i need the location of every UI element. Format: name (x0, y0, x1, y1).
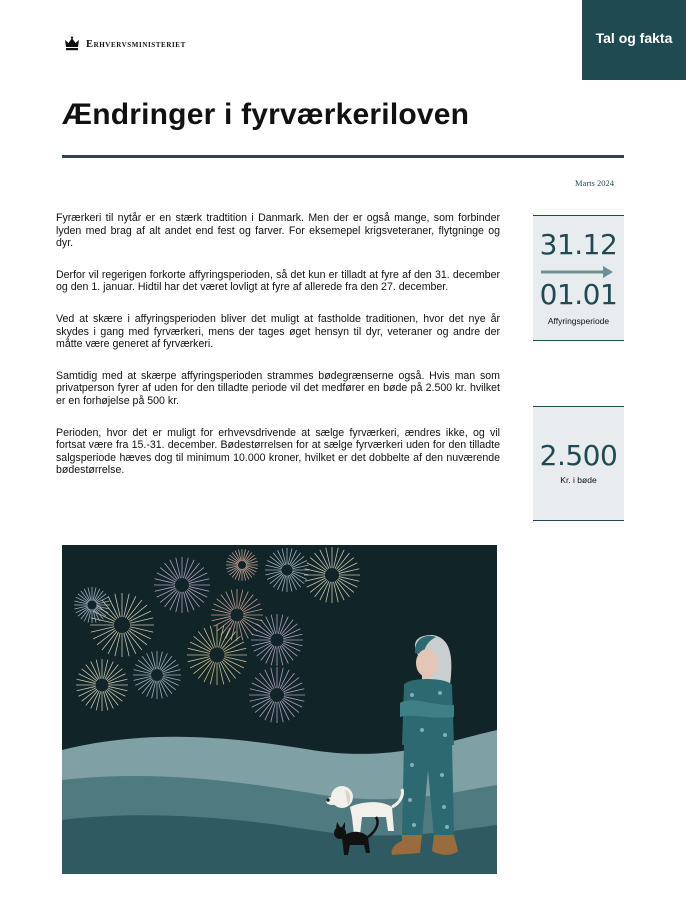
fireworks-illustration (62, 545, 497, 874)
logo-text: Erhvervsministeriet (86, 38, 186, 50)
paragraph: Perioden, hvor det er muligt for erhvevsdrivende at sælge fyrværkeri, ændres ikke, og vil fortsat være fra 15.-31. december. Bødestørrelsen for at sælge fyrværkeri uden for den tilladte salgsperiode hæves dog til minimum 10.000 kroner, hvilket er det dobbelte af den nuværende bødestørrelse. (56, 426, 500, 477)
fact-value-end: 01.01 (539, 278, 618, 311)
tal-og-fakta-tab (582, 0, 686, 80)
tal-og-fakta-label: Tal og fakta (595, 30, 673, 46)
title-divider (62, 155, 624, 158)
fact-caption: Kr. i bøde (560, 475, 597, 485)
fact-box-firing-period (533, 215, 624, 341)
crown-icon (64, 36, 80, 52)
publication-date: Marts 2024 (575, 178, 614, 188)
paragraph: Samtidig med at skærpe affyringsperioden strammes bødegrænserne også. Hvis man som privatperson fyrer af uden for den tilladte periode vil det medfører en bøde på 2.500 kr. hvilket er en forhøjelse på 500 kr. (56, 369, 500, 407)
fact-box-fine (533, 406, 624, 521)
fact-value-fine: 2.500 (539, 439, 618, 472)
paragraph: Ved at skære i affyringsperioden bliver det muligt at fastholde traditionen, hvor det nye år skydes i gang med fyrværkeri, mens der tages øget hensyn til dyr, veteraner og andre der måtte være generet af fyrværkeri. (56, 312, 500, 351)
fireworks-scene (62, 545, 497, 874)
arrow-right-icon (541, 266, 613, 278)
paragraph: Derfor vil regerigen forkorte affyringsperioden, så det kun er tilladt at fyre af den 31. december og den 1. januar. Hidtil har det været lovligt at fyre af allerede fra den 27. december. (56, 268, 500, 294)
fact-caption: Affyringsperiode (547, 316, 610, 326)
body-text (56, 212, 500, 496)
ministry-logo (64, 36, 186, 52)
fact-value-start: 31.12 (539, 228, 618, 261)
page-title: Ændringer i fyrværkeriloven (62, 98, 470, 131)
paragraph: Fyrærkeri til nytår er en stærk tradtition i Danmark. Men der er også mange, som forbinder lyden med brag af alt andet end fest og farver. For eksemepel krigsveteraner, flytgninge og dyr. (56, 212, 500, 250)
